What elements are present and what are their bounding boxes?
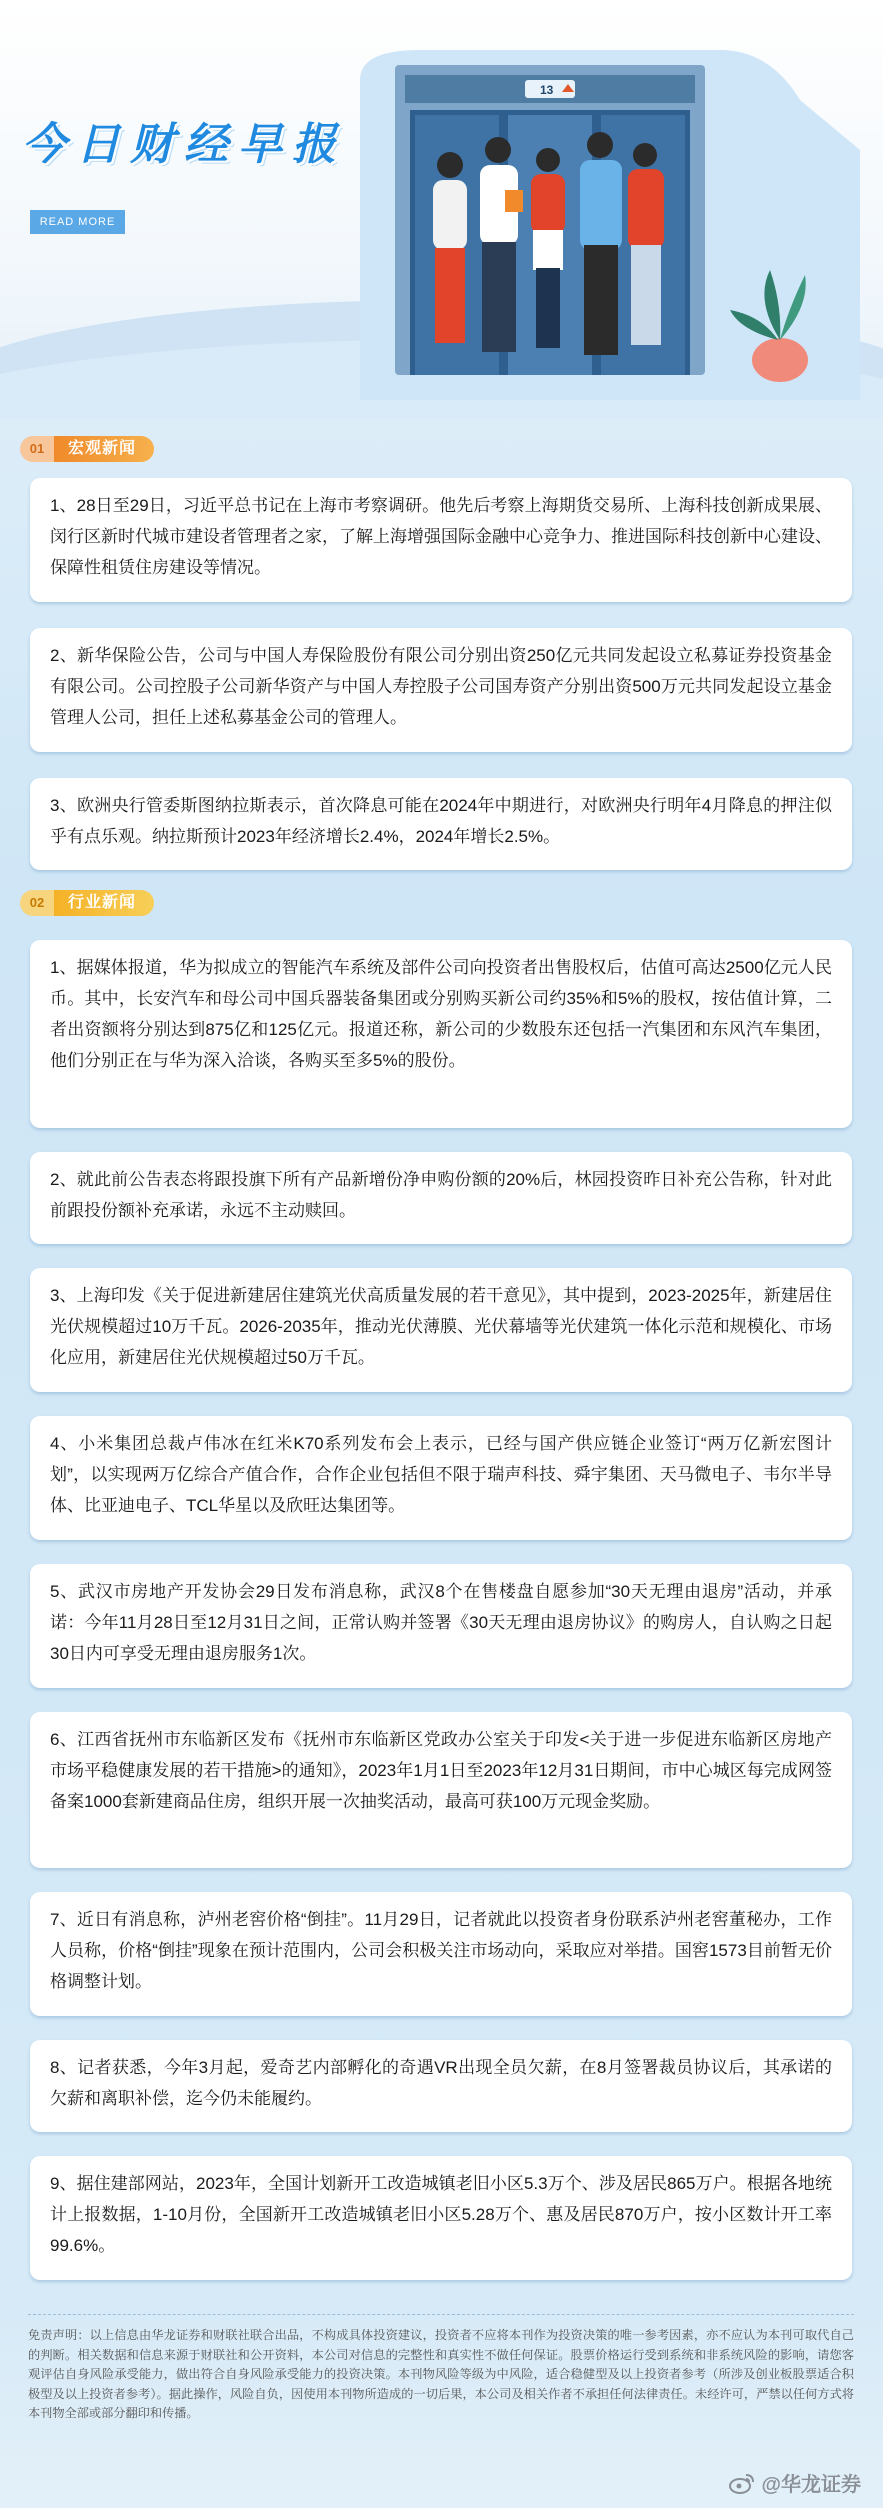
news-card: [30, 1268, 852, 1392]
section-macro-tag: [20, 434, 154, 464]
section-number: 02: [20, 890, 54, 916]
news-text: 3、上海印发《关于促进新建居住建筑光伏高质量发展的若干意见》，其中提到，2023-2025年，新建居住光伏规模超过10万千瓦。2026-2035年，推动光伏薄膜、光伏幕墙等光伏建筑一体化示范和规模化、市场化应用，新建居住光伏规模超过50万千瓦。: [50, 1286, 832, 1367]
brand-name: @华龙证券: [761, 2474, 861, 2496]
news-text: 2、就此前公告表态将跟投旗下所有产品新增份净申购份额的20%后，林园投资昨日补充公告称，针对此前跟投份额补充承诺，永远不主动赎回。: [50, 1170, 832, 1220]
section-number: 01: [20, 436, 54, 462]
elevator-floor-number: 13: [540, 83, 554, 97]
news-text: 1、据媒体报道，华为拟成立的智能汽车系统及部件公司向投资者出售股权后，估值可高达2500亿元人民币。其中，长安汽车和母公司中国兵器装备集团或分别购买新公司约35%和5%的股权，按估值计算，二者出资额将分别达到875亿和125亿元。报道还称，新公司的少数股东还包括一汽集团和东风汽车集团，他们分别正在与华为深入洽谈，各购买至多5%的股份。: [50, 958, 832, 1070]
news-card: [30, 628, 852, 752]
news-card: [30, 1712, 852, 1868]
news-card: [30, 940, 852, 1128]
news-text: 5、武汉市房地产开发协会29日发布消息称，武汉8个在售楼盘自愿参加“30天无理由退房”活动，并承诺：今年11月28日至12月31日之间，正常认购并签署《30天无理由退房协议》的购房人，自认购之日起30日内可享受无理由退房服务1次。: [50, 1582, 832, 1663]
news-card: [30, 1152, 852, 1244]
news-card: [30, 1416, 852, 1540]
news-card: [30, 2040, 852, 2132]
news-text: 2、新华保险公告，公司与中国人寿保险股份有限公司分别出资250亿元共同发起设立私募证券投资基金有限公司。公司控股子公司新华资产与中国人寿控股子公司国寿资产分别出资500万元共同发起设立基金管理人公司，担任上述私募基金公司的管理人。: [50, 646, 832, 727]
news-text: 3、欧洲央行管委斯图纳拉斯表示，首次降息可能在2024年中期进行，对欧洲央行明年4月降息的押注似乎有点乐观。纳拉斯预计2023年经济增长2.4%，2024年增长2.5%。: [50, 796, 832, 846]
news-card: [30, 1564, 852, 1688]
news-text: 1、28日至29日，习近平总书记在上海市考察调研。他先后考察上海期货交易所、上海科技创新成果展、闵行区新时代城市建设者管理者之家，了解上海增强国际金融中心竞争力、推进国际科技创新中心建设、保障性租赁住房建设等情况。: [50, 496, 832, 577]
news-text: 7、近日有消息称，泸州老窖价格“倒挂”。11月29日，记者就此以投资者身份联系泸州老窖董秘办，工作人员称，价格“倒挂”现象在预计范围内，公司会积极关注市场动向，采取应对举措。国窖1573目前暂无价格调整计划。: [50, 1910, 832, 1991]
news-card: [30, 1892, 852, 2016]
section-title: 宏观新闻: [54, 436, 154, 462]
news-text: 6、江西省抚州市东临新区发布《抚州市东临新区党政办公室关于印发<关于进一步促进东临新区房地产市场平稳健康发展的若干措施>的通知》，2023年1月1日至2023年12月31日期间，市中心城区每完成网签备案1000套新建商品住房，组织开展一次抽奖活动，最高可获100万元现金奖励。: [50, 1730, 832, 1811]
page-title: 今日财经早报: [22, 120, 346, 169]
news-card: [30, 778, 852, 870]
news-card: [30, 2156, 852, 2280]
section-title: 行业新闻: [54, 890, 154, 916]
header-banner: [0, 0, 883, 418]
disclaimer-divider: [28, 2314, 854, 2315]
news-text: 8、记者获悉，今年3月起，爱奇艺内部孵化的奇遇VR出现全员欠薪，在8月签署裁员协议后，其承诺的欠薪和离职补偿，迄今仍未能履约。: [50, 2058, 832, 2108]
news-text: 9、据住建部网站，2023年，全国计划新开工改造城镇老旧小区5.3万个、涉及居民865万户。根据各地统计上报数据，1-10月份，全国新开工改造城镇老旧小区5.28万个、惠及居民870万户，按小区数计开工率99.6%。: [50, 2174, 832, 2255]
read-more-button[interactable]: READ MORE: [30, 210, 125, 234]
news-card: [30, 478, 852, 602]
elevator-illustration: [300, 40, 860, 410]
disclaimer-text: 免责声明：以上信息由华龙证券和财联社联合出品，不构成具体投资建议，投资者不应将本刊作为投资决策的唯一参考因素，亦不应认为本刊可取代自己的判断。相关数据和信息来源于财联社和公开资料，本公司对信息的完整性和真实性不做任何保证。股票价格运行受到系统和非系统风险的影响，请您客观评估自身风险承受能力，做出符合自身风险承受能力的投资决策。本刊物风险等级为中风险，适合稳健型及以上投资者参考（所涉及创业板股票适合积极型及以上投资者参考）。据此操作，风险自负，因使用本刊物所造成的一切后果，本公司及相关作者不承担任何法律责任。未经许可，严禁以任何方式将本刊物全部或部分翻印和传播。: [28, 2328, 854, 2420]
section-industry-tag: [20, 888, 154, 918]
weibo-icon: [729, 2472, 755, 2494]
news-text: 4、小米集团总裁卢伟冰在红米K70系列发布会上表示，已经与国产供应链企业签订“两万亿新宏图计划”，以实现两万亿综合产值合作，合作企业包括但不限于瑞声科技、舜宇集团、天马微电子、韦尔半导体、比亚迪电子、TCL华星以及欣旺达集团等。: [50, 1434, 832, 1515]
brand-watermark: [729, 2468, 861, 2497]
